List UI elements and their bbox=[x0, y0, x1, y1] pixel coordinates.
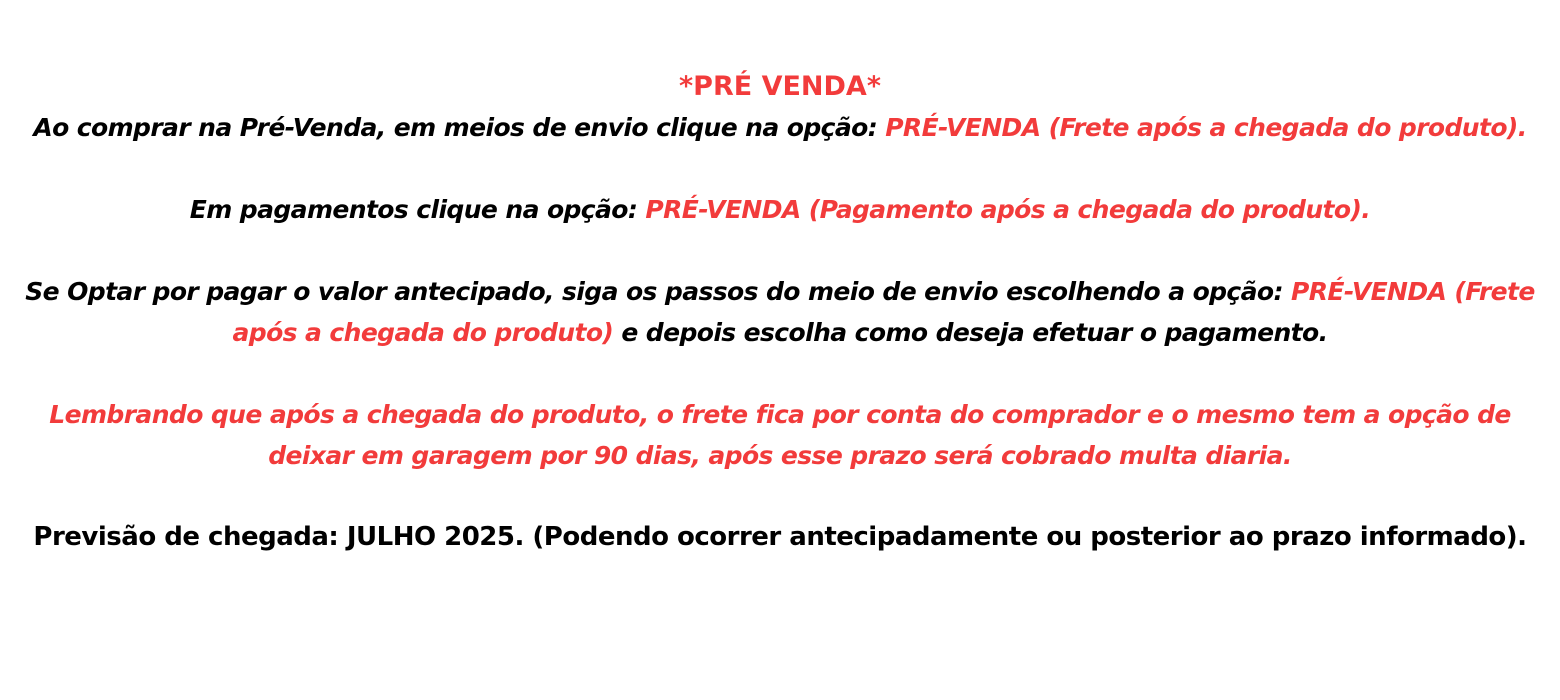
payment-option-highlight: PRÉ-VENDA (Pagamento após a chegada do produto). bbox=[645, 195, 1371, 224]
reminder-line-1: Lembrando que após a chegada do produto, o frete fica por conta do comprador e o mesmo tem a opção de bbox=[49, 400, 1511, 429]
shipping-instruction bbox=[0, 107, 1560, 148]
advance-option-highlight-part-1: PRÉ-VENDA (Frete bbox=[1291, 277, 1535, 306]
advance-payment-instruction-line-1 bbox=[0, 271, 1560, 312]
advance-payment-suffix: e depois escolha como deseja efetuar o pagamento. bbox=[613, 318, 1328, 347]
advance-option-highlight-part-2: após a chegada do produto) bbox=[232, 318, 614, 347]
notice-title: *PRÉ VENDA* bbox=[679, 71, 881, 102]
spacer bbox=[0, 353, 1560, 394]
reminder-line-2: deixar em garagem por 90 dias, após esse prazo será cobrado multa diaria. bbox=[268, 441, 1292, 470]
advance-payment-instruction-line-2 bbox=[0, 312, 1560, 353]
spacer bbox=[0, 476, 1560, 517]
shipping-instruction-text: Ao comprar na Pré-Venda, em meios de envio clique na opção: bbox=[33, 113, 886, 142]
payment-instruction-text: Em pagamentos clique na opção: bbox=[189, 195, 646, 224]
spacer bbox=[0, 230, 1560, 271]
payment-instruction bbox=[0, 189, 1560, 230]
shipping-option-highlight: PRÉ-VENDA (Frete após a chegada do produto). bbox=[885, 113, 1527, 142]
arrival-forecast: Previsão de chegada: JULHO 2025. (Podendo ocorrer antecipadamente ou posterior ao prazo informado). bbox=[33, 522, 1527, 552]
spacer bbox=[0, 148, 1560, 189]
advance-payment-text: Se Optar por pagar o valor antecipado, siga os passos do meio de envio escolhendo a opção: bbox=[25, 277, 1292, 306]
pre-sale-notice bbox=[0, 66, 1560, 558]
